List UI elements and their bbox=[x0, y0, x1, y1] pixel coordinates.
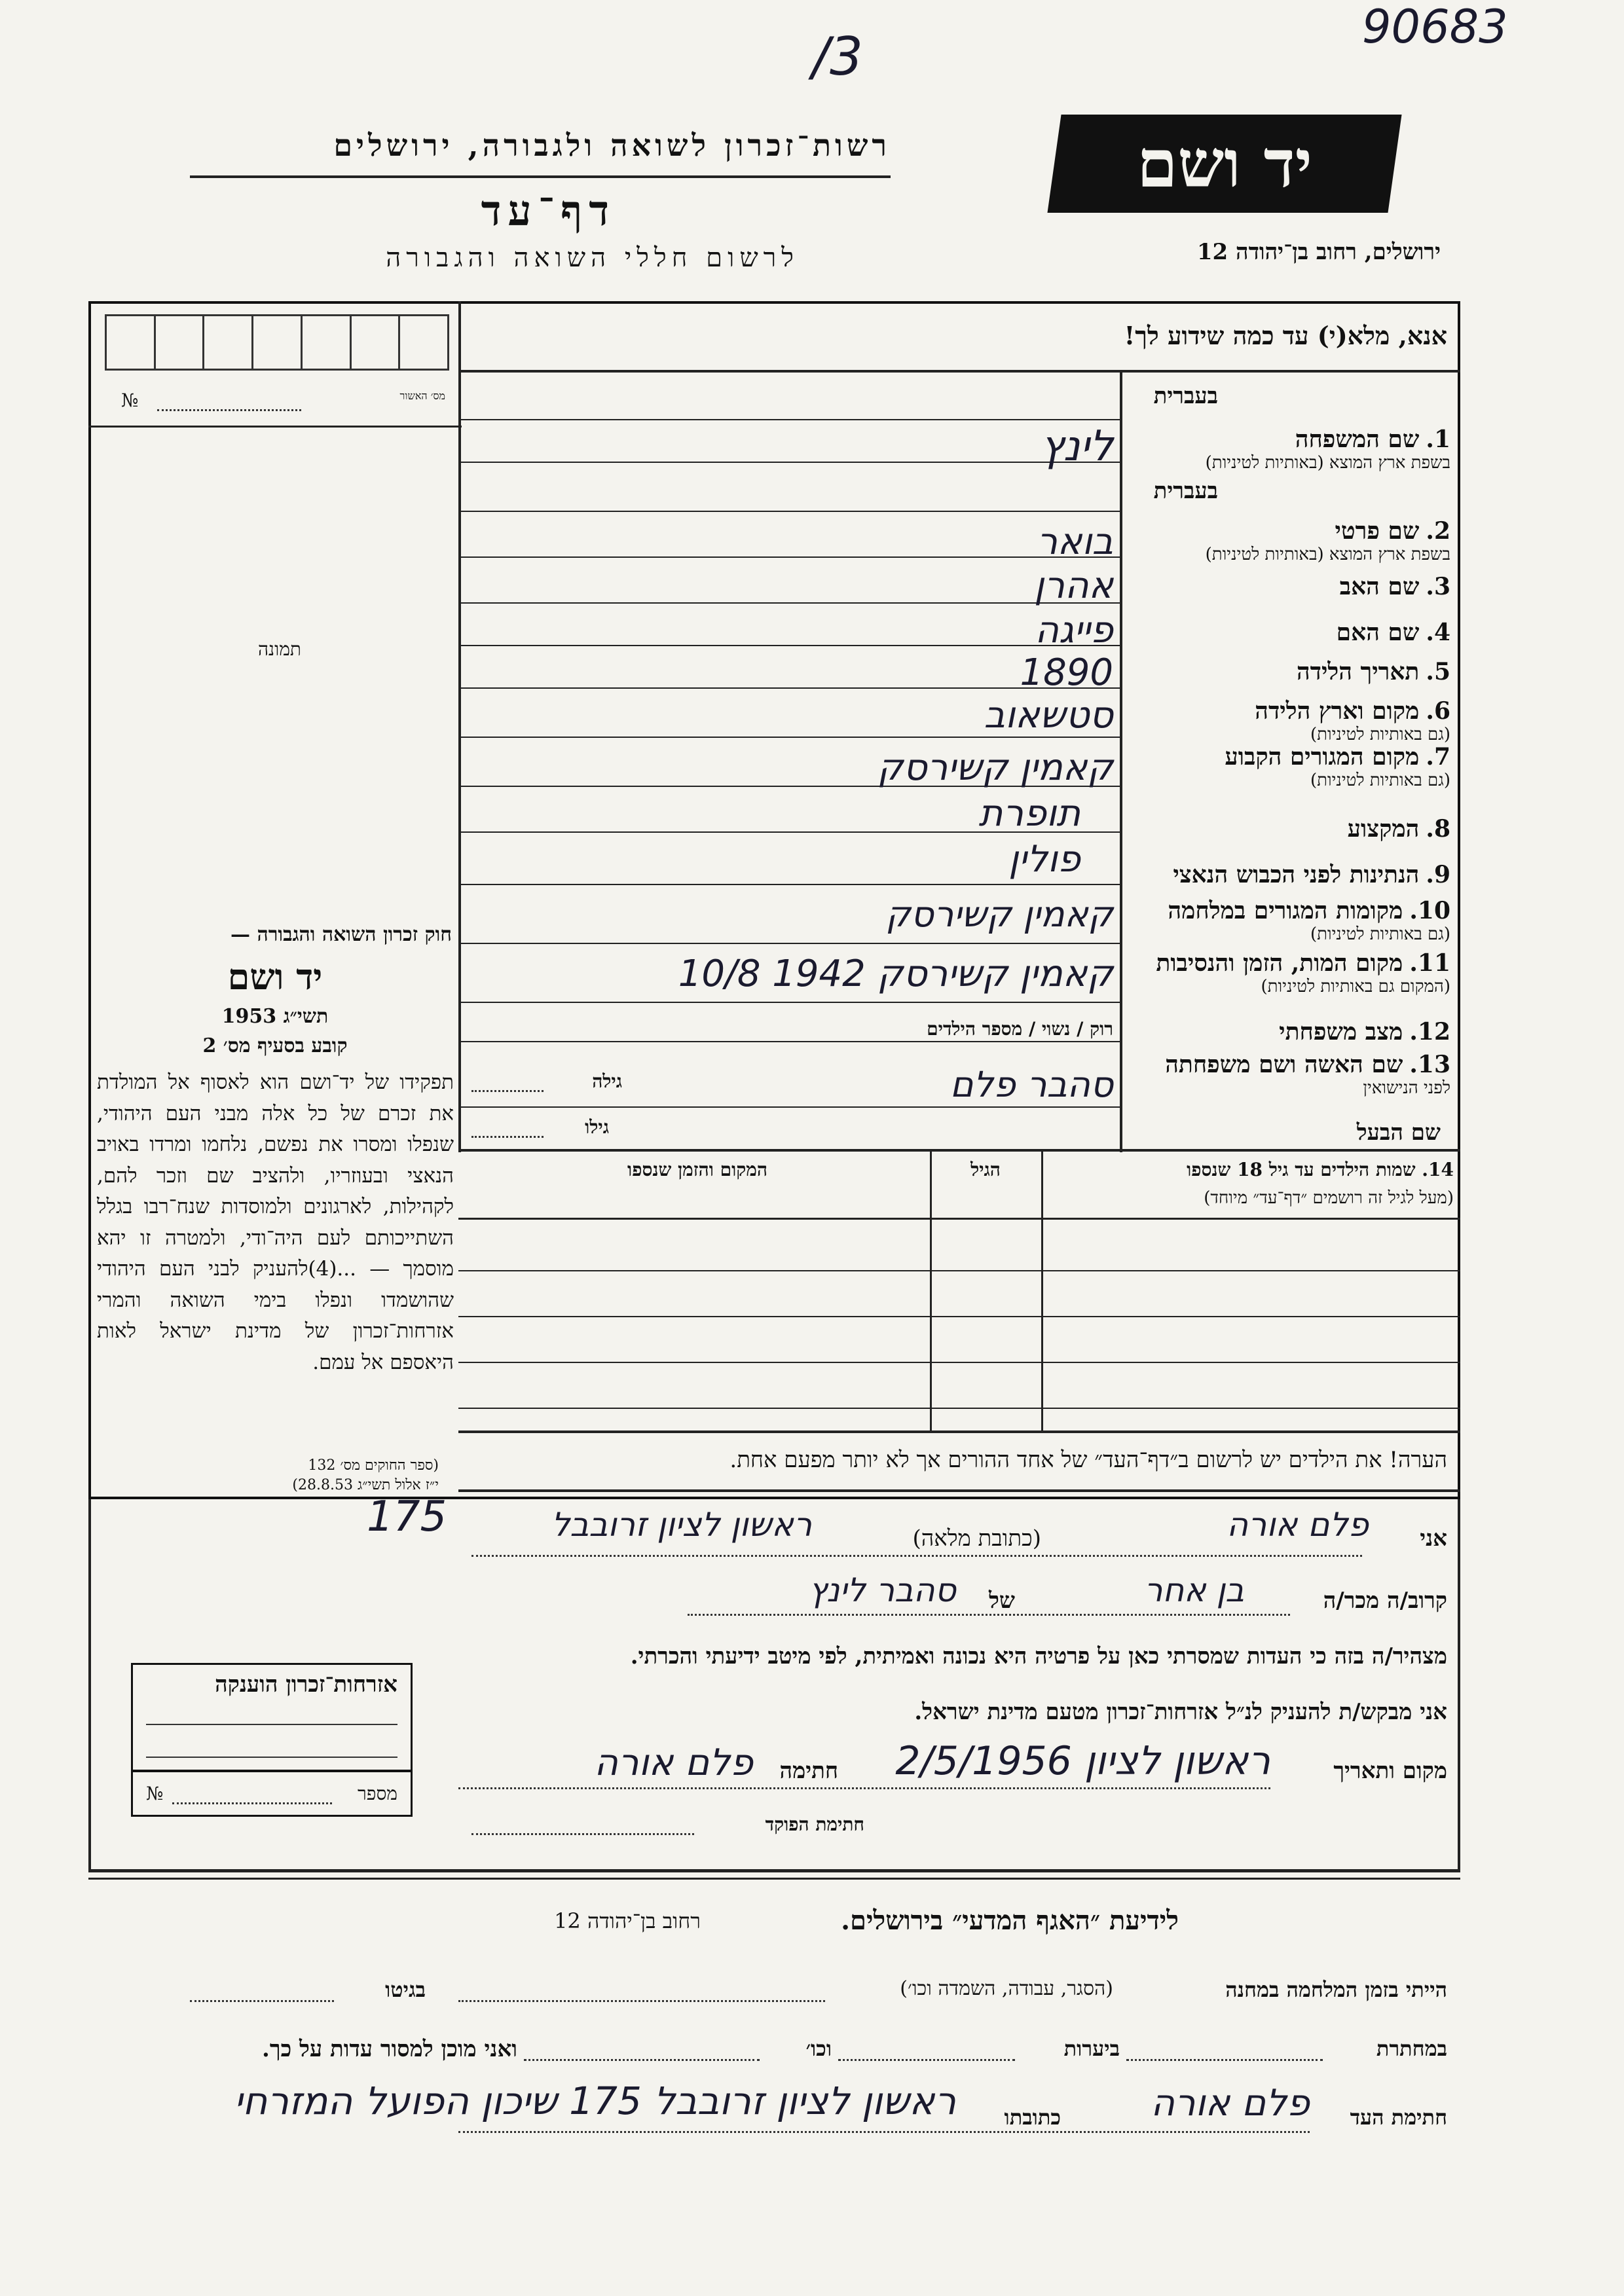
children-place-header: המקום והזמן שנספו bbox=[627, 1159, 767, 1180]
footer-witness-sig[interactable]: פלם אורה bbox=[1151, 2082, 1310, 2124]
law-year: תשי״ג 1953 bbox=[221, 1005, 329, 1028]
witness-line-2[interactable] bbox=[688, 1614, 1290, 1616]
officer-label: חתימת הפוקד bbox=[765, 1813, 864, 1835]
field-label: הנתינות לפני הכבוש הנאצי bbox=[1173, 861, 1420, 888]
value-rule bbox=[458, 737, 1120, 738]
value-birth-date[interactable]: 1890 bbox=[1020, 651, 1113, 694]
field-number: 10. bbox=[1409, 897, 1450, 924]
field-sublabel: לפני הנישואין bbox=[1363, 1078, 1450, 1098]
field-number: 8. bbox=[1426, 815, 1450, 843]
field-label: שם פרטי bbox=[1335, 517, 1420, 545]
declaration: מצהיר/ה בזה כי העדות שמסרתי כאן על פרטיה היא נכונה ואמיתית, לפי מיטב ידיעתי והכרתי. bbox=[630, 1643, 1447, 1669]
field-number: 9. bbox=[1426, 861, 1450, 888]
footer-witness-addr[interactable]: ראשון לציון זרובבל 175 שיכון הפועל המזרחי bbox=[234, 2079, 956, 2123]
request: אני מבקש/ת להעניק לנ״ל אזרחות־זכרון מטעם מדינת ישראל. bbox=[914, 1699, 1447, 1725]
citizenship-number-field[interactable] bbox=[172, 1802, 332, 1804]
section-rule bbox=[458, 1149, 1460, 1152]
relative-value[interactable]: בן אחר bbox=[1144, 1571, 1244, 1609]
field-number: 12. bbox=[1409, 1018, 1450, 1046]
value-nationality[interactable]: פולין bbox=[1008, 838, 1080, 881]
label-column-divider bbox=[1120, 370, 1122, 1152]
relative-label: קרוב/ה מכר/ה bbox=[1323, 1588, 1447, 1614]
children-col-1 bbox=[1041, 1149, 1043, 1430]
footer-line2-a: במחתרת bbox=[1376, 2036, 1447, 2061]
signature-value[interactable]: פלם אורה bbox=[594, 1741, 753, 1784]
authority-line: רשות־זכרון לשואה ולגבורה, ירושלים bbox=[333, 128, 891, 163]
value-war-residence[interactable]: קאמין קשירסק bbox=[885, 894, 1113, 935]
field-label-row bbox=[1126, 697, 1450, 744]
field-label: שם האשה ושם משפחתה bbox=[1165, 1051, 1403, 1078]
law-ref-2: י״ז אלול תשי״ג 28.8.53) bbox=[292, 1477, 439, 1493]
footer-line1-c: בגיטו bbox=[385, 1977, 426, 2002]
signature-label: חתימה bbox=[779, 1758, 838, 1784]
approval-no: № bbox=[121, 390, 139, 411]
footer-line2-b: ביערות bbox=[1063, 2036, 1120, 2061]
in-hebrew-1: בעברית bbox=[1153, 383, 1218, 409]
field-number: 5. bbox=[1426, 658, 1450, 685]
children-row-rule bbox=[458, 1270, 1460, 1271]
note-rule bbox=[458, 1489, 1460, 1492]
children-row-rule bbox=[458, 1218, 1460, 1220]
value-death[interactable]: קאמין קשירסק 1942 10/8 bbox=[678, 953, 1113, 995]
field-number: 1. bbox=[1426, 426, 1450, 453]
field-label-row bbox=[1126, 1051, 1450, 1098]
witness-i-label: אני bbox=[1420, 1525, 1447, 1552]
place-date-value[interactable]: ראשון לציון 2/5/1956 bbox=[895, 1738, 1270, 1784]
value-rule bbox=[458, 884, 1120, 885]
age-label-2: גילו bbox=[585, 1116, 609, 1138]
children-sub: (מעל לגיל זה רושמים ״דף־עד״ מיוחד) bbox=[1204, 1188, 1454, 1208]
footer-camp-field[interactable] bbox=[458, 2000, 825, 2002]
value-rule bbox=[458, 943, 1120, 944]
citizenship-number-label: מספר bbox=[358, 1783, 397, 1804]
law-clause: קובע בסעיף מס׳ 2 bbox=[202, 1034, 348, 1057]
field-label: שם האב bbox=[1339, 573, 1420, 600]
witness-address-label: (כתובת מלאה) bbox=[912, 1525, 1041, 1552]
age-field-2[interactable] bbox=[471, 1136, 544, 1138]
value-mother[interactable]: פייגה bbox=[1035, 609, 1113, 651]
witness-number: 175 bbox=[367, 1493, 447, 1541]
footer-etc-field[interactable] bbox=[524, 2059, 760, 2061]
footer-title: לידיעת ״האגף המדעי״ בירושלים. bbox=[841, 1905, 1179, 1936]
field-label-row bbox=[1126, 743, 1450, 790]
approval-label: מס׳ האשור bbox=[399, 390, 445, 402]
value-rule bbox=[458, 419, 1120, 420]
witness-name[interactable]: פלם אורה bbox=[1227, 1506, 1369, 1544]
children-row-rule bbox=[458, 1362, 1460, 1363]
children-row-rule bbox=[458, 1316, 1460, 1317]
value-father[interactable]: אהרן bbox=[1034, 564, 1113, 607]
field-sublabel: (המקום גם באותיות לטיניות) bbox=[1261, 977, 1450, 996]
approval-field[interactable] bbox=[157, 409, 301, 411]
footer-line3-addr-label: כתובתו bbox=[1004, 2105, 1061, 2130]
field-number: 6. bbox=[1426, 697, 1450, 725]
value-rule bbox=[458, 1106, 1120, 1108]
field-label-row bbox=[1126, 815, 1450, 843]
field-label-row bbox=[1126, 517, 1450, 564]
footer-line1-b: (הסגר, עבודה, השמדה וכו׳) bbox=[900, 1977, 1113, 2000]
footer-sig-line[interactable] bbox=[458, 2131, 1310, 2133]
in-hebrew-2: בעברית bbox=[1153, 478, 1218, 504]
slash-mark: /3 bbox=[812, 26, 863, 87]
field-sublabel: בשפת ארץ המוצא (באותיות לטיניות) bbox=[1205, 545, 1450, 564]
place-date-label: מקום ותאריך bbox=[1333, 1758, 1447, 1784]
law-name: יד ושם bbox=[227, 956, 323, 998]
footer-rule-top bbox=[88, 1869, 1460, 1872]
footer-rule-top-2 bbox=[88, 1878, 1460, 1880]
family-status-options: רוק / נשוי / מספר הילדים bbox=[927, 1018, 1113, 1040]
field-label-row bbox=[1126, 619, 1450, 646]
footer-line2-d: ואני מוכן למסור עדות על כך. bbox=[262, 2036, 517, 2062]
law-text: תפקידו של יד־ושם הוא לאסוף אל המולדת את זכרם של כל אלה מבני העם היהודי, שנפלו ומסרו את נפשם, נלחמו ומרדו באויב הנאצי ובעוזריו, ולהציב שם וזכר להם, לקהילות, לארגונים ולמוסדות שנח־רבו בגלל השתייכותם לעם היה־ודי, ולמטרה זו יהא מוסמך — ...(4)להעניק לבני העם היהודי שהושמדו ונפלו בימי השואה והמרי אזרחות־זכרון של מדינת ישראל לאות היאספם אל עמם. bbox=[97, 1070, 454, 1374]
instruction: אנא, מלא(י) עד כמה שידוע לך! bbox=[1124, 321, 1447, 350]
field-label: מקומות המגורים במלחמה bbox=[1168, 897, 1403, 924]
field-label: תאריך הלידה bbox=[1296, 658, 1420, 685]
footer-line1-a: הייתי בזמן המלחמה במחנה bbox=[1225, 1977, 1447, 2002]
field-label-row bbox=[1126, 658, 1450, 685]
form-subtitle: לרשום חללי השואה והגבורה bbox=[386, 243, 799, 273]
field-number: 13. bbox=[1409, 1051, 1450, 1078]
law-title: חוק זכרון השואה והגבורה — bbox=[231, 923, 452, 946]
officer-line[interactable] bbox=[471, 1833, 694, 1835]
field-label-row bbox=[1126, 573, 1450, 600]
left-column-divider bbox=[458, 301, 461, 1152]
citizenship-title: אזרחות־זכרון הוענקה bbox=[215, 1671, 397, 1698]
children-bottom-rule bbox=[458, 1430, 1460, 1433]
value-wife-name[interactable]: סהבר פלם bbox=[950, 1064, 1113, 1105]
of-label: של bbox=[989, 1588, 1015, 1614]
value-rule bbox=[458, 511, 1120, 512]
logo-text: יד ושם bbox=[1137, 125, 1312, 202]
citizenship-number-symbol: № bbox=[146, 1783, 164, 1804]
footer-line2-c: וכו׳ bbox=[805, 2036, 832, 2061]
children-header: 14. שמות הילדים עד גיל 18 שנספו bbox=[1187, 1159, 1454, 1180]
husband-label: שם הבעל bbox=[1356, 1120, 1441, 1146]
law-ref-1: (ספר החוקים מס׳ 132 bbox=[308, 1457, 439, 1474]
of-value[interactable]: סהבר לינץ bbox=[809, 1571, 956, 1609]
field-number: 2. bbox=[1426, 517, 1450, 545]
field-label-row bbox=[1126, 426, 1450, 473]
children-row-rule bbox=[458, 1408, 1460, 1409]
field-label-row bbox=[1126, 949, 1450, 996]
header-rule bbox=[190, 175, 891, 178]
value-rule bbox=[458, 1041, 1120, 1042]
field-sublabel: (גם באותיות לטיניות) bbox=[1310, 924, 1450, 944]
footer-address: רחוב בן־יהודה 12 bbox=[554, 1908, 701, 1933]
footer-underground-field[interactable] bbox=[1126, 2059, 1323, 2061]
footer-forest-field[interactable] bbox=[838, 2059, 1015, 2061]
note: הערה! את הילדים יש לרשום ב״דף־העד״ של אחד ההורים אך לא יותר מפעם אחת. bbox=[729, 1447, 1447, 1473]
field-label: שם האם bbox=[1336, 619, 1420, 646]
field-number: 3. bbox=[1426, 573, 1450, 600]
field-label: מצב משפחתי bbox=[1279, 1018, 1403, 1046]
value-birth-place[interactable]: סטשאוב bbox=[984, 694, 1113, 737]
children-age-header: הגיל bbox=[970, 1159, 1001, 1180]
stamp-number: 90683 bbox=[1362, 0, 1508, 54]
field-label-row bbox=[1126, 897, 1450, 944]
field-label-row bbox=[1126, 1018, 1450, 1046]
frame-right-lower bbox=[1458, 1499, 1460, 1872]
yad-vashem-logo bbox=[1047, 115, 1401, 213]
field-number: 11. bbox=[1409, 949, 1450, 977]
witness-line-1[interactable] bbox=[471, 1555, 1362, 1557]
form-title: דף־עד bbox=[481, 187, 616, 236]
address: ירושלים, רחוב בן־יהודה 12 bbox=[1196, 239, 1441, 265]
id-boxes[interactable] bbox=[105, 314, 449, 371]
field-label: מקום וארץ הלידה bbox=[1255, 697, 1420, 725]
age-label-1: גילה bbox=[592, 1070, 622, 1092]
children-col-2 bbox=[930, 1149, 932, 1430]
value-first-name[interactable]: בואר bbox=[1037, 520, 1113, 563]
value-profession[interactable]: תופרת bbox=[978, 792, 1080, 835]
photo-top-rule bbox=[88, 426, 462, 428]
witness-address[interactable]: ראשון לציון זרובבל bbox=[551, 1506, 812, 1544]
value-surname[interactable]: לינץ bbox=[1041, 422, 1113, 471]
age-field-1[interactable] bbox=[471, 1090, 544, 1092]
field-label: שם המשפחה bbox=[1295, 426, 1420, 453]
field-label: מקום המגורים הקבוע bbox=[1225, 743, 1420, 771]
instruction-rule bbox=[458, 370, 1460, 373]
citizenship-box bbox=[131, 1663, 413, 1817]
value-rule bbox=[458, 1002, 1120, 1003]
field-number: 4. bbox=[1426, 619, 1450, 646]
photo-label: תמונה bbox=[257, 638, 301, 660]
field-sublabel: (גם באותיות לטיניות) bbox=[1310, 771, 1450, 790]
field-label-row bbox=[1126, 861, 1450, 888]
field-number: 7. bbox=[1426, 743, 1450, 771]
frame-left-lower bbox=[88, 1499, 91, 1872]
field-label: המקצוע bbox=[1347, 815, 1420, 843]
field-sublabel: (גם באותיות לטיניות) bbox=[1310, 725, 1450, 744]
field-sublabel: בשפת ארץ המוצא (באותיות לטיניות) bbox=[1205, 453, 1450, 473]
footer-ghetto-field[interactable] bbox=[190, 2000, 334, 2002]
field-label: מקום המות, הזמן והנסיבות bbox=[1156, 949, 1403, 977]
footer-line3-label: חתימת העד bbox=[1350, 2105, 1447, 2130]
value-residence[interactable]: קאמין קשירסק bbox=[877, 746, 1113, 789]
place-date-line[interactable] bbox=[458, 1787, 1270, 1789]
